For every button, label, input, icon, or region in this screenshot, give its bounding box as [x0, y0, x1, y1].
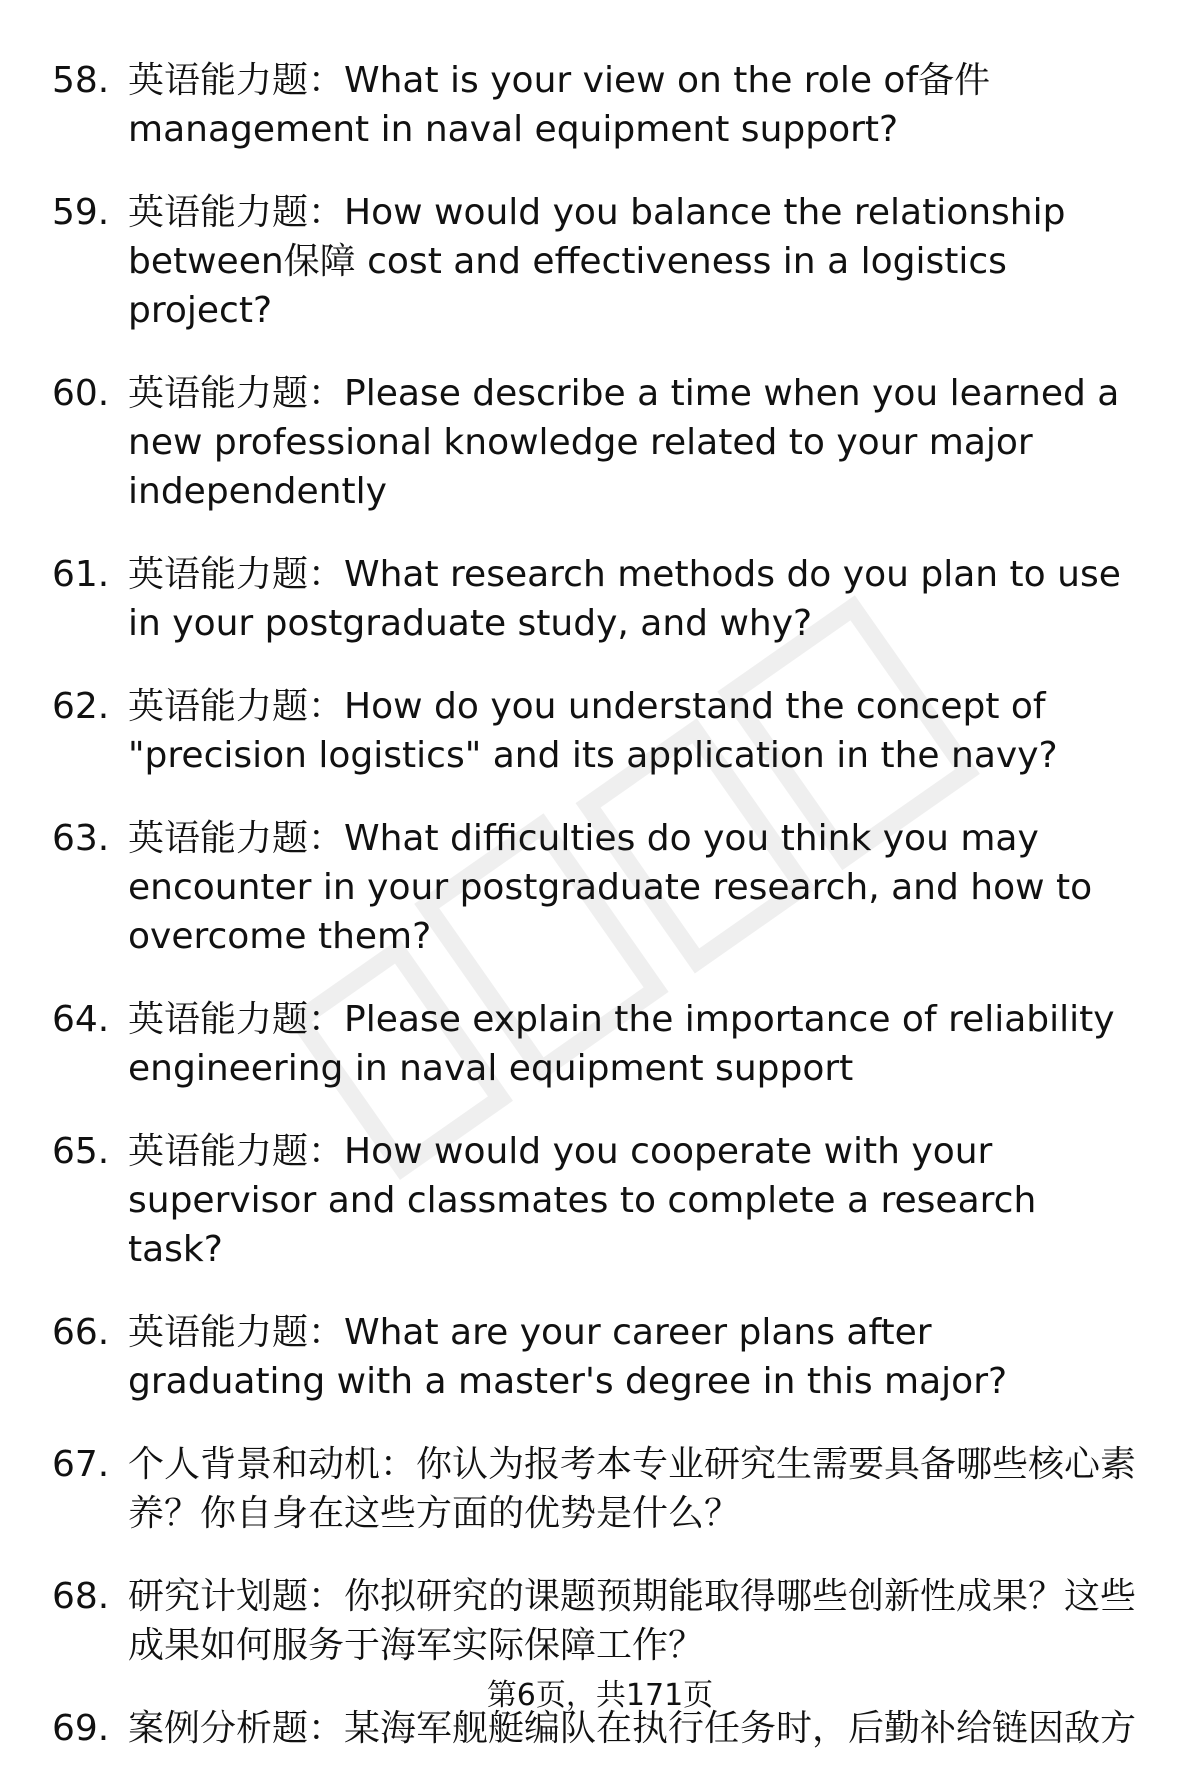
question-category: 英语能力题： [128, 554, 345, 595]
question-body: What research methods do you plan to use in your postgraduate study, and why? [128, 554, 1121, 644]
question-number: 69. [52, 1708, 110, 1749]
question-number: 66. [52, 1312, 110, 1353]
question-item [0, 1572, 1200, 1670]
question-text [128, 550, 1140, 648]
question-body: 你认为报考本专业研究生需要具备哪些核心素养？你自身在这些方面的优势是什么？ [128, 1444, 1137, 1534]
question-text [128, 369, 1140, 516]
page-footer: 第6页，共171页 [486, 1678, 714, 1713]
question-body: What is your view on the role of备件 management in naval equipment support? [128, 60, 991, 150]
question-text [128, 1308, 1140, 1406]
question-number: 64. [52, 999, 110, 1040]
question-item [0, 188, 1200, 335]
question-item [0, 56, 1200, 154]
question-body: Please explain the importance of reliability engineering in naval equipment support [128, 999, 1115, 1089]
question-number: 62. [52, 686, 110, 727]
question-text [128, 188, 1140, 335]
question-number: 63. [52, 818, 110, 859]
question-body: What are your career plans after graduating with a master's degree in this major? [128, 1312, 1008, 1402]
question-category: 研究计划题： [128, 1576, 345, 1617]
question-body: What difficulties do you think you may encounter in your postgraduate research, and how to overcome them? [128, 818, 1093, 957]
question-body: Please describe a time when you learned a new professional knowledge related to your major independently [128, 373, 1120, 512]
question-body: How do you understand the concept of "precision logistics" and its application in the navy? [128, 686, 1058, 776]
question-text [128, 1572, 1140, 1670]
question-category: 英语能力题： [128, 818, 345, 859]
question-category: 英语能力题： [128, 1312, 345, 1353]
question-text [128, 995, 1140, 1093]
question-number: 60. [52, 373, 110, 414]
question-item [0, 995, 1200, 1093]
question-number: 58. [52, 60, 110, 101]
question-category: 个人背景和动机： [128, 1444, 417, 1485]
question-text [128, 1440, 1140, 1538]
question-category: 案例分析题： [128, 1708, 345, 1749]
question-item [0, 550, 1200, 648]
question-body: 某海军舰艇编队在执行任务时，后勤补给链因敌方 [344, 1708, 1137, 1749]
question-category: 英语能力题： [128, 192, 345, 233]
question-item [0, 369, 1200, 516]
question-category: 英语能力题： [128, 686, 345, 727]
question-number: 68. [52, 1576, 110, 1617]
question-item [0, 1308, 1200, 1406]
question-item [0, 682, 1200, 780]
question-number: 61. [52, 554, 110, 595]
question-text [128, 56, 1140, 154]
question-text [128, 814, 1140, 961]
question-category: 英语能力题： [128, 373, 345, 414]
question-text [128, 1127, 1140, 1274]
question-item [0, 814, 1200, 961]
question-item [0, 1440, 1200, 1538]
question-list [0, 56, 1200, 1787]
question-body: 你拟研究的课题预期能取得哪些创新性成果？这些成果如何服务于海军实际保障工作？ [128, 1576, 1137, 1666]
question-number: 65. [52, 1131, 110, 1172]
question-category: 英语能力题： [128, 60, 345, 101]
question-category: 英语能力题： [128, 1131, 345, 1172]
question-text [128, 682, 1140, 780]
question-number: 59. [52, 192, 110, 233]
question-body: How would you cooperate with your supervisor and classmates to complete a research task? [128, 1131, 1037, 1270]
question-item [0, 1127, 1200, 1274]
question-category: 英语能力题： [128, 999, 345, 1040]
question-number: 67. [52, 1444, 110, 1485]
question-body: How would you balance the relationship between保障 cost and effectiveness in a logistics project? [128, 192, 1066, 331]
